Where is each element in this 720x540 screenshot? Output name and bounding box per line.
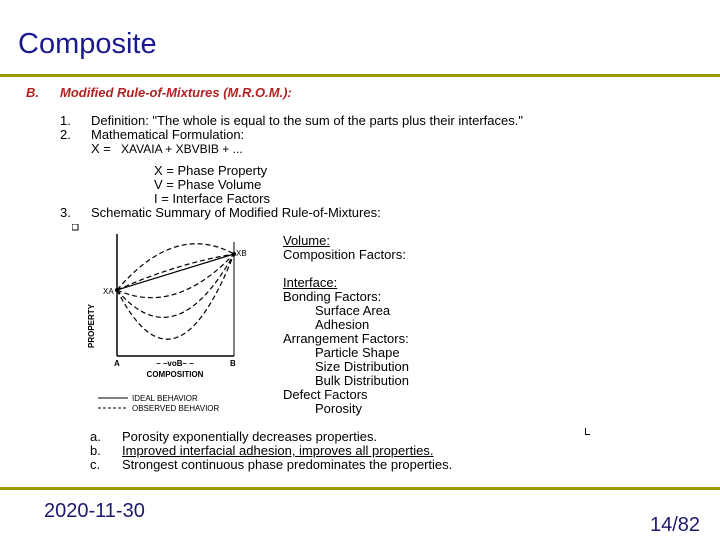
item-3-text: Schematic Summary of Modified Rule-of-Mixtures: xyxy=(91,205,381,220)
particle-shape: Particle Shape xyxy=(315,345,400,360)
formula-rhs: XAVAIA + XBVBIB + ... xyxy=(121,142,243,156)
observed-legend-label: OBSERVED BEHAVIOR xyxy=(132,404,220,413)
arrangement-factors: Arrangement Factors: xyxy=(283,331,409,346)
a-label: A xyxy=(114,359,120,368)
slide-title: Composite xyxy=(18,28,157,60)
xa-point xyxy=(115,288,119,292)
item-1-text: Definition: "The whole is equal to the sum of the parts plus their interfaces." xyxy=(91,113,523,128)
item-1-number: 1. xyxy=(60,113,71,128)
section-heading: Modified Rule-of-Mixtures (M.R.O.M.): xyxy=(60,85,292,100)
observed-curve-3 xyxy=(117,254,234,298)
section-letter: B. xyxy=(26,85,39,100)
def-property: X = Phase Property xyxy=(154,163,268,178)
top-divider xyxy=(0,74,720,77)
x-axis-label: COMPOSITION xyxy=(146,370,204,379)
note-c-text: Strongest continuous phase predominates the properties. xyxy=(122,457,453,472)
observed-curve-4 xyxy=(117,254,234,317)
corner-mark xyxy=(72,224,78,230)
item-2-text: Mathematical Formulation: xyxy=(91,127,245,142)
b-label: B xyxy=(230,359,236,368)
volume-heading: Volume: xyxy=(283,233,330,248)
interface-heading: Interface: xyxy=(283,275,338,290)
xa-label: XA xyxy=(103,287,114,296)
corner-mark-right xyxy=(585,428,590,435)
xb-label: XB xyxy=(236,249,247,258)
y-axis-label: PROPERTY xyxy=(87,303,96,349)
scanned-page xyxy=(24,80,604,480)
footer-date: 2020-11-30 xyxy=(44,500,145,522)
property-composition-graph xyxy=(72,224,292,424)
bulk-distribution: Bulk Distribution xyxy=(315,373,409,388)
porosity: Porosity xyxy=(315,401,362,416)
note-a-text: Porosity exponentially decreases properties. xyxy=(122,429,378,444)
def-volume: V = Phase Volume xyxy=(154,177,262,192)
size-distribution: Size Distribution xyxy=(315,359,409,374)
observed-curve-lower xyxy=(117,254,234,339)
page-number: 14/82 xyxy=(650,514,701,536)
surface-area: Surface Area xyxy=(315,303,391,318)
adhesion: Adhesion xyxy=(315,317,370,332)
note-b-text: Improved interfacial adhesion, improves all properties. xyxy=(122,443,434,458)
note-b-letter: b. xyxy=(90,443,101,458)
formula-lhs: X = xyxy=(91,141,111,156)
ideal-legend-label: IDEAL BEHAVIOR xyxy=(132,394,198,403)
item-3-number: 3. xyxy=(60,205,71,220)
note-a-letter: a. xyxy=(90,429,101,444)
defect-factors: Defect Factors xyxy=(283,387,368,402)
vob-label: – –voB– – xyxy=(156,359,194,368)
composition-factors: Composition Factors: xyxy=(283,247,406,262)
item-2-number: 2. xyxy=(60,127,71,142)
def-interface: I = Interface Factors xyxy=(154,191,270,206)
bottom-divider xyxy=(0,487,720,490)
bonding-factors: Bonding Factors: xyxy=(283,289,382,304)
note-c-letter: c. xyxy=(90,457,101,472)
